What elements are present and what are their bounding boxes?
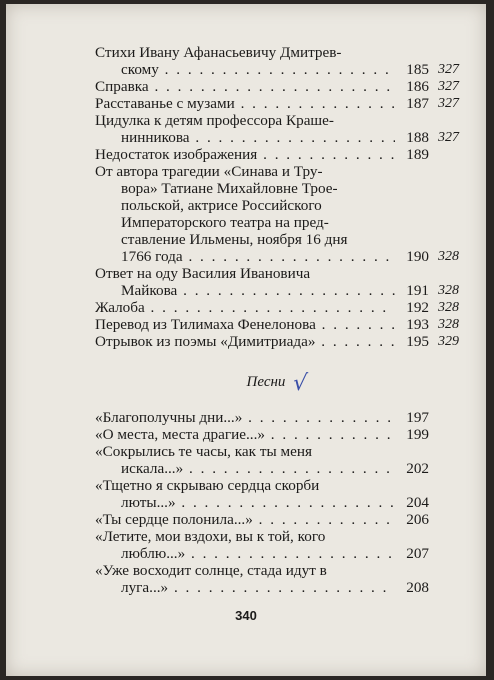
entry-title-line: Справка . . .: [95, 78, 395, 95]
entry-note-page-number: 329: [438, 334, 459, 349]
entry-title-line: луга...» . . .: [95, 579, 395, 596]
entry-title-line: Императорского театра на пред-: [121, 214, 329, 231]
entry-title: [95, 78, 395, 95]
toc-section-poems: [95, 44, 459, 350]
entry-page-number: 193: [406, 316, 429, 333]
entry-title-line: польской, актрисе Российского: [121, 197, 322, 214]
section-heading-text: Песни: [246, 374, 286, 390]
entry-title: [95, 95, 395, 112]
toc-entry: [95, 299, 459, 316]
entry-note-page-number: 327: [438, 96, 459, 111]
entry-title-line: «Тщетно я скрываю сердца скорби: [95, 477, 320, 494]
entry-note-page-number: 328: [438, 283, 459, 298]
entry-page-number: 185: [406, 61, 429, 78]
toc-entry: [95, 528, 459, 562]
checkmark-icon: √: [292, 371, 309, 396]
entry-title: [95, 146, 395, 163]
entry-title-line: ставление Ильмены, ноября 16 дня: [121, 231, 348, 248]
toc-entry: [95, 316, 459, 333]
entry-title: [95, 163, 395, 265]
entry-title: [95, 44, 395, 78]
entry-title-line: «Ты сердце полонила...» . . .: [95, 511, 395, 528]
entry-page-number: 190: [406, 248, 429, 265]
entry-title: [95, 409, 395, 426]
toc-entry: [95, 409, 459, 426]
toc-entry: [95, 112, 459, 146]
entry-title: [95, 562, 395, 596]
entry-title-line: нинникова . . .: [95, 129, 395, 146]
entry-note-page-number: 327: [438, 62, 459, 77]
entry-title-line: Перевод из Тилимаха Фенелонова . . .: [95, 316, 395, 333]
entry-title-line: «Благополучны дни...» . . .: [95, 409, 395, 426]
toc-entry: [95, 477, 459, 511]
entry-page-number: 195: [406, 333, 429, 350]
toc-entry: [95, 78, 459, 95]
entry-title: [95, 511, 395, 528]
entry-note-page-number: 328: [438, 317, 459, 332]
entry-title-line: Жалоба . . .: [95, 299, 395, 316]
entry-title-line: искала...» . . .: [95, 460, 395, 477]
entry-title: [95, 528, 395, 562]
entry-page-number: 186: [406, 78, 429, 95]
entry-note-page-number: 327: [438, 130, 459, 145]
entry-title-line: Ответ на оду Василия Ивановича: [95, 265, 311, 282]
entry-title-line: Цидулка к детям профессора Крашe-: [95, 112, 334, 129]
entry-title: [95, 265, 395, 299]
entry-title-line: Отрывок из поэмы «Димитриада» . . .: [95, 333, 395, 350]
toc-entry: [95, 511, 459, 528]
entry-title: [95, 299, 395, 316]
toc-entry: [95, 426, 459, 443]
toc-entry: [95, 333, 459, 350]
entry-page-number: 197: [406, 409, 429, 426]
entry-title: [95, 112, 395, 146]
entry-page-number: 189: [406, 146, 429, 163]
entry-title-line: «Сокрылись те часы, как ты меня: [95, 443, 312, 460]
page-number: 340: [235, 608, 257, 623]
toc-entry: [95, 443, 459, 477]
entry-note-page-number: 328: [438, 300, 459, 315]
entry-title-line: «О места, места драгие...» . . .: [95, 426, 395, 443]
toc-entry: [95, 163, 459, 265]
entry-page-number: 202: [406, 460, 429, 477]
entry-page-number: 207: [406, 545, 429, 562]
entry-title-line: люблю...» . . .: [95, 545, 395, 562]
toc-entry: [95, 265, 459, 299]
toc-section-songs: [95, 409, 459, 596]
entry-page-number: 199: [406, 426, 429, 443]
entry-page-number: 206: [406, 511, 429, 528]
entry-title-line: «Уже восходит солнце, стада идут в: [95, 562, 327, 579]
entry-title-line: От автора трагедии «Синава и Тру-: [95, 163, 323, 180]
entry-title: [95, 333, 395, 350]
entry-title-line: «Летите, мои вздохи, вы к той, кого: [95, 528, 326, 545]
entry-title: [95, 443, 395, 477]
entry-note-page-number: 328: [438, 249, 459, 264]
entry-title-line: Стихи Ивану Афанасьевичу Дмитрев-: [95, 44, 342, 61]
entry-title: [95, 426, 395, 443]
entry-title: [95, 316, 395, 333]
entry-note-page-number: 327: [438, 79, 459, 94]
entry-page-number: 191: [406, 282, 429, 299]
book-page: [6, 4, 486, 676]
toc-entry: [95, 44, 459, 78]
entry-title-line: люты...» . . .: [95, 494, 395, 511]
entry-page-number: 192: [406, 299, 429, 316]
toc-entry: [95, 146, 459, 163]
entry-page-number: 208: [406, 579, 429, 596]
toc-entry: [95, 95, 459, 112]
entry-page-number: 188: [406, 129, 429, 146]
toc-entry: [95, 562, 459, 596]
entry-title-line: Расставанье с музами . . .: [95, 95, 395, 112]
entry-page-number: 204: [406, 494, 429, 511]
entry-title-line: вора» Татиане Михайловне Трое-: [121, 180, 338, 197]
entry-title-line: 1766 года . . .: [95, 248, 395, 265]
table-of-contents: [95, 44, 459, 596]
section-heading: [95, 369, 459, 396]
entry-title-line: Недостаток изображения . . .: [95, 146, 395, 163]
entry-title-line: Майкова . . .: [95, 282, 395, 299]
entry-title-line: скому . . .: [95, 61, 395, 78]
entry-page-number: 187: [406, 95, 429, 112]
entry-title: [95, 477, 395, 511]
